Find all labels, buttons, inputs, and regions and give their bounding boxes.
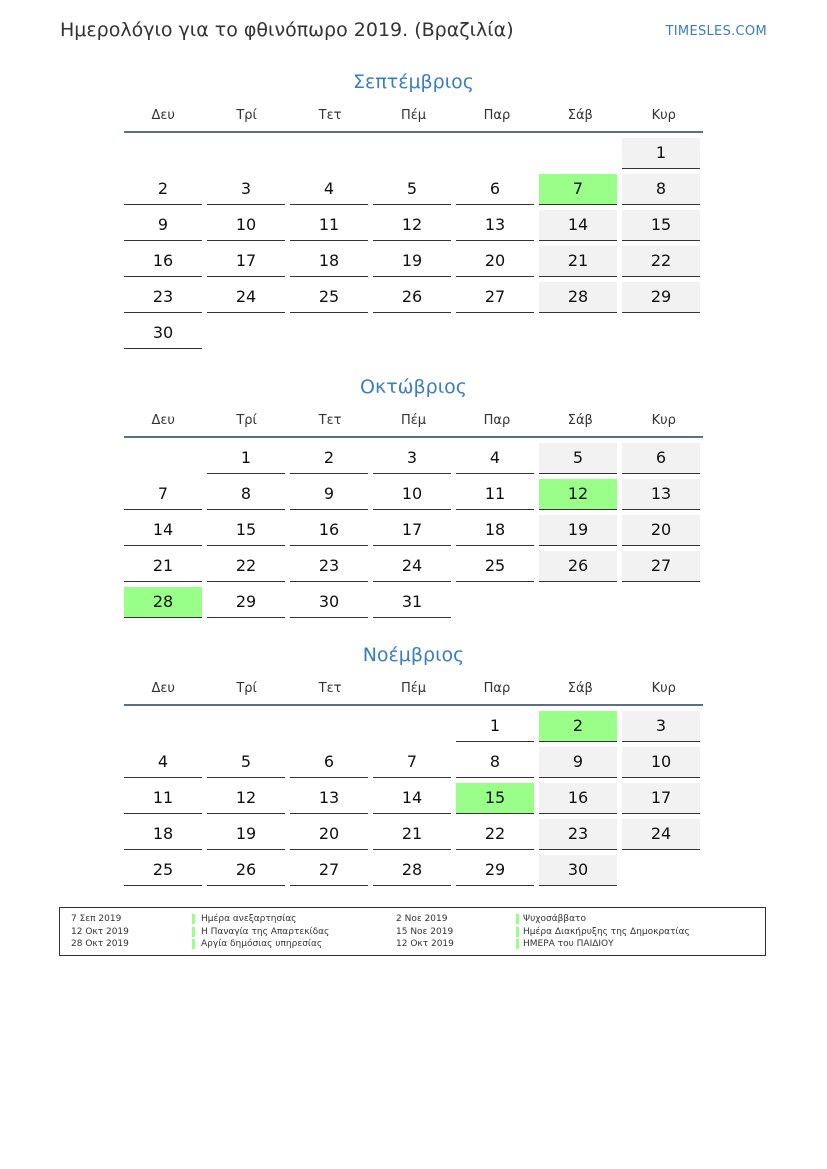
- day-cell: 3: [622, 711, 700, 742]
- day-cell: 9: [124, 210, 202, 241]
- weekday-label: Κυρ: [651, 681, 676, 696]
- day-cell: 29: [622, 282, 700, 313]
- day-cell: 27: [290, 855, 368, 886]
- week-row: [124, 747, 703, 778]
- empty-cell: [290, 138, 368, 168]
- day-cell: 26: [373, 282, 451, 313]
- day-cell: 10: [622, 747, 700, 778]
- legend-holiday-name: Ημέρα Διακήρυξης της Δημοκρατίας: [523, 926, 690, 937]
- day-cell: 25: [456, 551, 534, 582]
- empty-cell: [456, 138, 534, 168]
- empty-cell: [622, 318, 700, 348]
- header-divider: [124, 131, 703, 133]
- day-cell: 4: [124, 747, 202, 778]
- day-cell: 5: [539, 443, 617, 474]
- day-cell: 19: [207, 819, 285, 850]
- legend-date: 15 Νοε 2019: [396, 926, 454, 937]
- header-divider: [124, 436, 703, 438]
- empty-cell: [539, 138, 617, 168]
- day-cell: 4: [456, 443, 534, 474]
- day-cell: 3: [207, 174, 285, 205]
- legend-marker: [516, 927, 519, 937]
- week-row: [124, 174, 703, 205]
- day-cell: 3: [373, 443, 451, 474]
- page-title: Ημερολόγιο για το φθινόπωρο 2019. (Βραζιλία): [60, 19, 514, 41]
- day-cell: 1: [622, 138, 700, 169]
- week-row: [124, 711, 703, 742]
- legend-date: 2 Νοε 2019: [396, 914, 448, 924]
- holiday-day-cell: 28: [124, 587, 202, 618]
- empty-cell: [622, 587, 700, 617]
- weekday-label: Τρί: [236, 413, 257, 428]
- day-cell: 16: [290, 515, 368, 546]
- week-row: [124, 246, 703, 277]
- day-cell: 18: [124, 819, 202, 850]
- day-cell: 13: [622, 479, 700, 510]
- legend-date: 12 Οκτ 2019: [396, 939, 454, 949]
- empty-cell: [539, 318, 617, 348]
- weekday-header: [124, 105, 703, 127]
- empty-cell: [290, 711, 368, 741]
- day-cell: 22: [456, 819, 534, 850]
- weekday-label: Πέμ: [400, 681, 427, 696]
- holiday-day-cell: 7: [539, 174, 617, 205]
- legend-holiday-name: Ημέρα ανεξαρτησίας: [201, 914, 297, 924]
- day-cell: 12: [373, 210, 451, 241]
- month-block: [124, 69, 703, 349]
- day-cell: 9: [290, 479, 368, 510]
- month-title: Σεπτέμβριος: [353, 71, 474, 93]
- day-cell: 27: [456, 282, 534, 313]
- week-row: [124, 783, 703, 814]
- holiday-day-cell: 15: [456, 783, 534, 814]
- month-block: [124, 642, 703, 886]
- weekday-label: Τετ: [318, 108, 342, 123]
- weekday-label: Δευ: [151, 108, 175, 123]
- weekday-label: Παρ: [483, 681, 511, 696]
- legend-marker: [192, 914, 195, 924]
- empty-cell: [539, 587, 617, 617]
- weekday-header: [124, 678, 703, 700]
- empty-cell: [456, 587, 534, 617]
- day-cell: 19: [373, 246, 451, 277]
- day-cell: 21: [373, 819, 451, 850]
- day-cell: 6: [622, 443, 700, 474]
- week-row: [124, 587, 703, 618]
- empty-cell: [373, 318, 451, 348]
- header-divider: [124, 704, 703, 706]
- day-cell: 6: [290, 747, 368, 778]
- day-cell: 11: [290, 210, 368, 241]
- day-cell: 31: [373, 587, 451, 618]
- weekday-label: Παρ: [483, 413, 511, 428]
- holiday-day-cell: 2: [539, 711, 617, 742]
- day-cell: 29: [207, 587, 285, 618]
- day-cell: 21: [124, 551, 202, 582]
- weekday-header: [124, 410, 703, 432]
- day-cell: 27: [622, 551, 700, 582]
- day-cell: 2: [124, 174, 202, 205]
- day-cell: 30: [124, 318, 202, 349]
- week-row: [124, 855, 703, 886]
- empty-cell: [207, 318, 285, 348]
- empty-cell: [290, 318, 368, 348]
- weekday-label: Σάβ: [567, 413, 593, 428]
- week-row: [124, 443, 703, 474]
- month-title: Νοέμβριος: [362, 644, 465, 666]
- holiday-day-cell: 12: [539, 479, 617, 510]
- day-cell: 10: [373, 479, 451, 510]
- weekday-label: Πέμ: [400, 108, 427, 123]
- day-cell: 13: [290, 783, 368, 814]
- day-cell: 1: [456, 711, 534, 742]
- day-cell: 14: [539, 210, 617, 241]
- day-cell: 13: [456, 210, 534, 241]
- day-cell: 23: [539, 819, 617, 850]
- legend-date: 7 Σεπ 2019: [71, 914, 122, 924]
- day-cell: 1: [207, 443, 285, 474]
- week-row: [124, 515, 703, 546]
- day-cell: 11: [456, 479, 534, 510]
- day-cell: 30: [539, 855, 617, 886]
- legend-date: 12 Οκτ 2019: [71, 926, 129, 937]
- day-cell: 8: [622, 174, 700, 205]
- week-row: [124, 282, 703, 313]
- day-cell: 15: [207, 515, 285, 546]
- day-cell: 8: [207, 479, 285, 510]
- holiday-legend: [59, 907, 766, 956]
- empty-cell: [207, 711, 285, 741]
- legend-date: 28 Οκτ 2019: [71, 939, 129, 949]
- week-row: [124, 210, 703, 241]
- day-cell: 9: [539, 747, 617, 778]
- weekday-label: Κυρ: [651, 413, 676, 428]
- month-block: [124, 374, 703, 618]
- day-cell: 14: [124, 515, 202, 546]
- day-cell: 8: [456, 747, 534, 778]
- month-title: Οκτώβριος: [360, 376, 467, 398]
- day-cell: 17: [373, 515, 451, 546]
- legend-holiday-name: ΗΜΕΡΑ του ΠΑΙΔΙΟΥ: [523, 939, 614, 949]
- day-cell: 20: [290, 819, 368, 850]
- day-cell: 20: [456, 246, 534, 277]
- day-cell: 11: [124, 783, 202, 814]
- weekday-label: Παρ: [483, 108, 511, 123]
- weekday-label: Σάβ: [567, 681, 593, 696]
- day-cell: 10: [207, 210, 285, 241]
- legend-marker: [516, 914, 519, 924]
- day-cell: 25: [290, 282, 368, 313]
- empty-cell: [622, 855, 700, 885]
- weekday-label: Δευ: [151, 413, 175, 428]
- day-cell: 5: [373, 174, 451, 205]
- day-cell: 30: [290, 587, 368, 618]
- day-cell: 14: [373, 783, 451, 814]
- week-row: [124, 138, 703, 169]
- day-cell: 15: [622, 210, 700, 241]
- weekday-label: Δευ: [151, 681, 175, 696]
- day-cell: 6: [456, 174, 534, 205]
- site-link[interactable]: TIMESLES.COM: [665, 24, 767, 39]
- week-row: [124, 318, 703, 349]
- day-cell: 19: [539, 515, 617, 546]
- legend-holiday-name: Ψυχοσάββατο: [523, 914, 586, 924]
- legend-holiday-name: Η Παναγία της Απαρτεκίδας: [201, 926, 330, 937]
- day-cell: 24: [207, 282, 285, 313]
- legend-holiday-name: Αργία δημόσιας υπηρεσίας: [201, 939, 323, 949]
- day-cell: 22: [207, 551, 285, 582]
- day-cell: 24: [373, 551, 451, 582]
- empty-cell: [124, 443, 202, 473]
- legend-marker: [192, 939, 195, 949]
- weekday-label: Τετ: [318, 681, 342, 696]
- day-cell: 12: [207, 783, 285, 814]
- weekday-label: Τρί: [236, 681, 257, 696]
- empty-cell: [124, 138, 202, 168]
- legend-marker: [192, 927, 195, 937]
- day-cell: 22: [622, 246, 700, 277]
- empty-cell: [207, 138, 285, 168]
- day-cell: 16: [124, 246, 202, 277]
- day-cell: 7: [124, 479, 202, 510]
- day-cell: 21: [539, 246, 617, 277]
- week-row: [124, 551, 703, 582]
- day-cell: 17: [622, 783, 700, 814]
- weekday-label: Σάβ: [567, 108, 593, 123]
- weekday-label: Πέμ: [400, 413, 427, 428]
- day-cell: 17: [207, 246, 285, 277]
- weekday-label: Τρί: [236, 108, 257, 123]
- day-cell: 24: [622, 819, 700, 850]
- day-cell: 26: [207, 855, 285, 886]
- day-cell: 23: [290, 551, 368, 582]
- day-cell: 2: [290, 443, 368, 474]
- day-cell: 7: [373, 747, 451, 778]
- day-cell: 26: [539, 551, 617, 582]
- week-row: [124, 479, 703, 510]
- day-cell: 4: [290, 174, 368, 205]
- empty-cell: [373, 138, 451, 168]
- legend-marker: [516, 939, 519, 949]
- day-cell: 23: [124, 282, 202, 313]
- day-cell: 25: [124, 855, 202, 886]
- day-cell: 28: [373, 855, 451, 886]
- weekday-label: Κυρ: [651, 108, 676, 123]
- day-cell: 18: [290, 246, 368, 277]
- day-cell: 28: [539, 282, 617, 313]
- day-cell: 16: [539, 783, 617, 814]
- week-row: [124, 819, 703, 850]
- empty-cell: [456, 318, 534, 348]
- empty-cell: [124, 711, 202, 741]
- empty-cell: [373, 711, 451, 741]
- day-cell: 20: [622, 515, 700, 546]
- day-cell: 29: [456, 855, 534, 886]
- day-cell: 5: [207, 747, 285, 778]
- day-cell: 18: [456, 515, 534, 546]
- weekday-label: Τετ: [318, 413, 342, 428]
